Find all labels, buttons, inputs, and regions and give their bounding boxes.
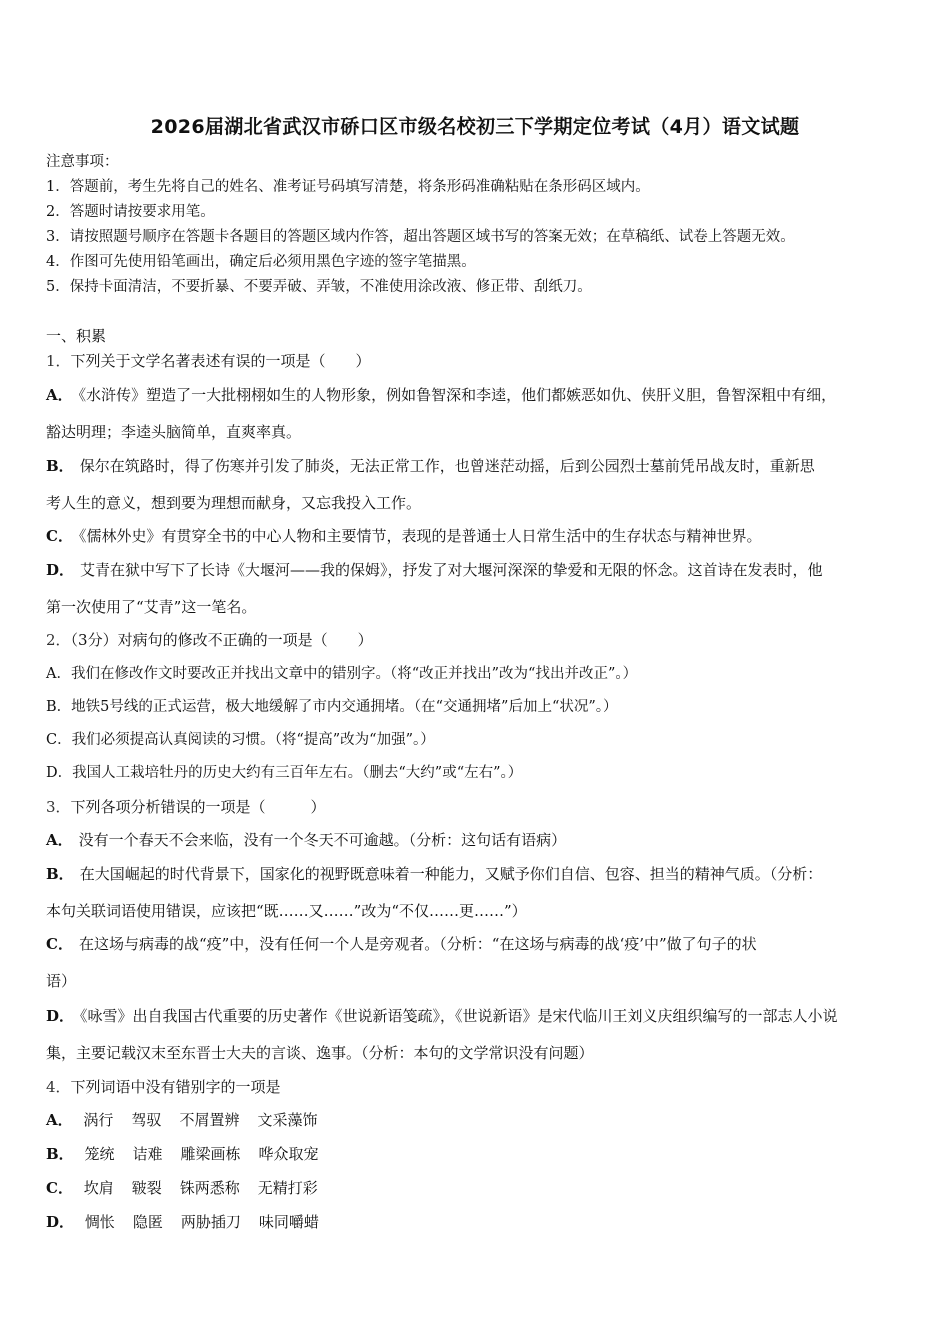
word: 笼统 (84, 1145, 115, 1163)
section-heading: 一、积累 (46, 327, 107, 345)
page-title: 2026届湖北省武汉市硚口区市级名校初三下学期定位考试（4月）语文试题 (150, 116, 800, 138)
question-number: 2． (46, 631, 71, 649)
notice-item-3: 3．请按照题号顺序在答题卡各题目的答题区域内作答，超出答题区域书写的答案无效；在草稿纸、试卷上答题无效。 (46, 229, 795, 245)
q3-option-b (46, 864, 822, 884)
word: 涡行 (83, 1111, 114, 1129)
option-letter: B． (46, 457, 74, 475)
q1-option-d-cont: 第一次使用了“艾青”这一笔名。 (46, 598, 257, 616)
option-text: 艾青在狱中写下了长诗《大堰河——我的保姆》，抒发了对大堰河深深的挚爱和无限的怀念。这首诗在发表时，他 (80, 561, 823, 579)
q3-option-a (46, 830, 566, 850)
option-text: 《水浒传》塑造了一大批栩栩如生的人物形象，例如鲁智深和李逵，他们都嫉恶如仇、侠肝义胆，鲁智深粗中有细， (78, 386, 837, 404)
question-text: （3分）对病句的修改不正确的一项是（ ） (70, 631, 373, 649)
option-text: 《儒林外史》有贯穿全书的中心人物和主要情节，表现的是普通士人日常生活中的生存状态与精神世界。 (78, 527, 762, 545)
word: 驾驭 (131, 1111, 162, 1129)
q1-option-a (46, 385, 836, 405)
word: 铢两悉称 (179, 1179, 240, 1197)
q2-option-d: D．我国人工栽培牡丹的历史大约有三百年左右。（删去“大约”或“左右”。） (46, 765, 523, 781)
word: 皲裂 (131, 1179, 162, 1197)
word: 哗众取宠 (258, 1145, 319, 1163)
question-1-stem (46, 351, 371, 371)
option-letter: B． (46, 1145, 74, 1163)
option-letter: A． (46, 386, 73, 404)
notice-item-2: 2．答题时请按要求用笔。 (46, 204, 215, 220)
word: 雕梁画栋 (180, 1145, 241, 1163)
word: 不屑置辨 (179, 1111, 240, 1129)
q3-option-d (46, 1006, 838, 1026)
word: 文采藻饰 (257, 1111, 318, 1129)
notice-item-1: 1．答题前，考生先将自己的姓名、准考证号码填写清楚，将条形码准确粘贴在条形码区域内。 (46, 179, 650, 195)
q2-option-c: C．我们必须提高认真阅读的习惯。（将“提高”改为“加强”。） (46, 732, 435, 748)
question-number: 1． (46, 352, 71, 370)
notice-heading: 注意事项： (46, 154, 119, 170)
q4-option-c (46, 1178, 336, 1198)
q4-option-a (46, 1110, 335, 1130)
option-text: 保尔在筑路时，得了伤寒并引发了肺炎，无法正常工作，也曾迷茫动摇，后到公园烈士墓前凭吊战友时，重新思 (79, 457, 815, 475)
option-letter: A． (46, 1111, 73, 1129)
q4-option-b (46, 1144, 337, 1164)
option-letter: D． (46, 1213, 75, 1231)
option-letter: C． (46, 527, 73, 545)
q3-option-c-cont: 语） (46, 972, 77, 990)
word: 坎肩 (83, 1179, 114, 1197)
word: 味同嚼蜡 (258, 1213, 319, 1231)
q1-option-a-cont: 豁达明理；李逵头脑简单，直爽率真。 (46, 423, 302, 441)
q2-option-a: A．我们在修改作文时要改正并找出文章中的错别字。（将“改正并找出”改为“找出并改正”。） (46, 666, 638, 682)
word: 隐匿 (132, 1213, 163, 1231)
word: 两胁插刀 (180, 1213, 241, 1231)
option-text: 没有一个春天不会来临，没有一个冬天不可逾越。（分析：这句话有语病） (78, 831, 567, 849)
option-text: 《咏雪》出自我国古代重要的历史著作《世说新语笺疏》，《世说新语》是宋代临川王刘义庆组织编写的一部志人小说 (80, 1007, 838, 1025)
question-text: 下列各项分析错误的一项是（ ） (70, 798, 326, 816)
option-letter: C． (46, 935, 73, 953)
option-letter: C． (46, 1179, 73, 1197)
option-text: 在大国崛起的时代背景下，国家化的视野既意味着一种能力，又赋予你们自信、包容、担当的精神气质。（分析： (79, 865, 823, 883)
notice-item-5: 5．保持卡面清洁，不要折暴、不要弄破、弄皱，不准使用涂改液、修正带、刮纸刀。 (46, 279, 592, 295)
option-letter: B． (46, 865, 74, 883)
question-text: 下列词语中没有错别字的一项是 (70, 1078, 281, 1096)
q3-option-d-cont: 集，主要记载汉末至东晋士大夫的言谈、逸事。（分析：本句的文学常识没有问题） (46, 1044, 594, 1062)
question-number: 3． (46, 798, 71, 816)
q1-option-b (46, 456, 815, 476)
q1-option-d (46, 560, 823, 580)
q4-option-d (46, 1212, 337, 1232)
q1-option-b-cont: 考人生的意义，想到要为理想而献身，又忘我投入工作。 (46, 494, 422, 512)
question-4-stem (46, 1077, 281, 1097)
word: 诘难 (132, 1145, 163, 1163)
question-2-stem (46, 630, 373, 650)
option-letter: A． (46, 831, 73, 849)
q3-option-c (46, 934, 757, 954)
question-text: 下列关于文学名著表述有误的一项是（ ） (70, 352, 371, 370)
option-text: 在这场与病毒的战“疫”中，没有任何一个人是旁观者。（分析：“在这场与病毒的战‘疫’中”做了句子的状 (78, 935, 757, 953)
word: 无精打彩 (257, 1179, 318, 1197)
q2-option-b: B．地铁5号线的正式运营，极大地缓解了市内交通拥堵。（在“交通拥堵”后加上“状况”。） (46, 699, 618, 715)
notice-item-4: 4．作图可先使用铅笔画出，确定后必须用黑色字迹的签字笔描黑。 (46, 254, 476, 270)
word: 惆怅 (84, 1213, 115, 1231)
option-letter: D． (46, 561, 75, 579)
question-number: 4． (46, 1078, 71, 1096)
option-letter: D． (46, 1007, 75, 1025)
q1-option-c (46, 526, 761, 546)
question-3-stem (46, 797, 326, 817)
q3-option-b-cont: 本句关联词语使用错误，应该把“既……又……”改为“不仅……更……”） (46, 902, 527, 920)
